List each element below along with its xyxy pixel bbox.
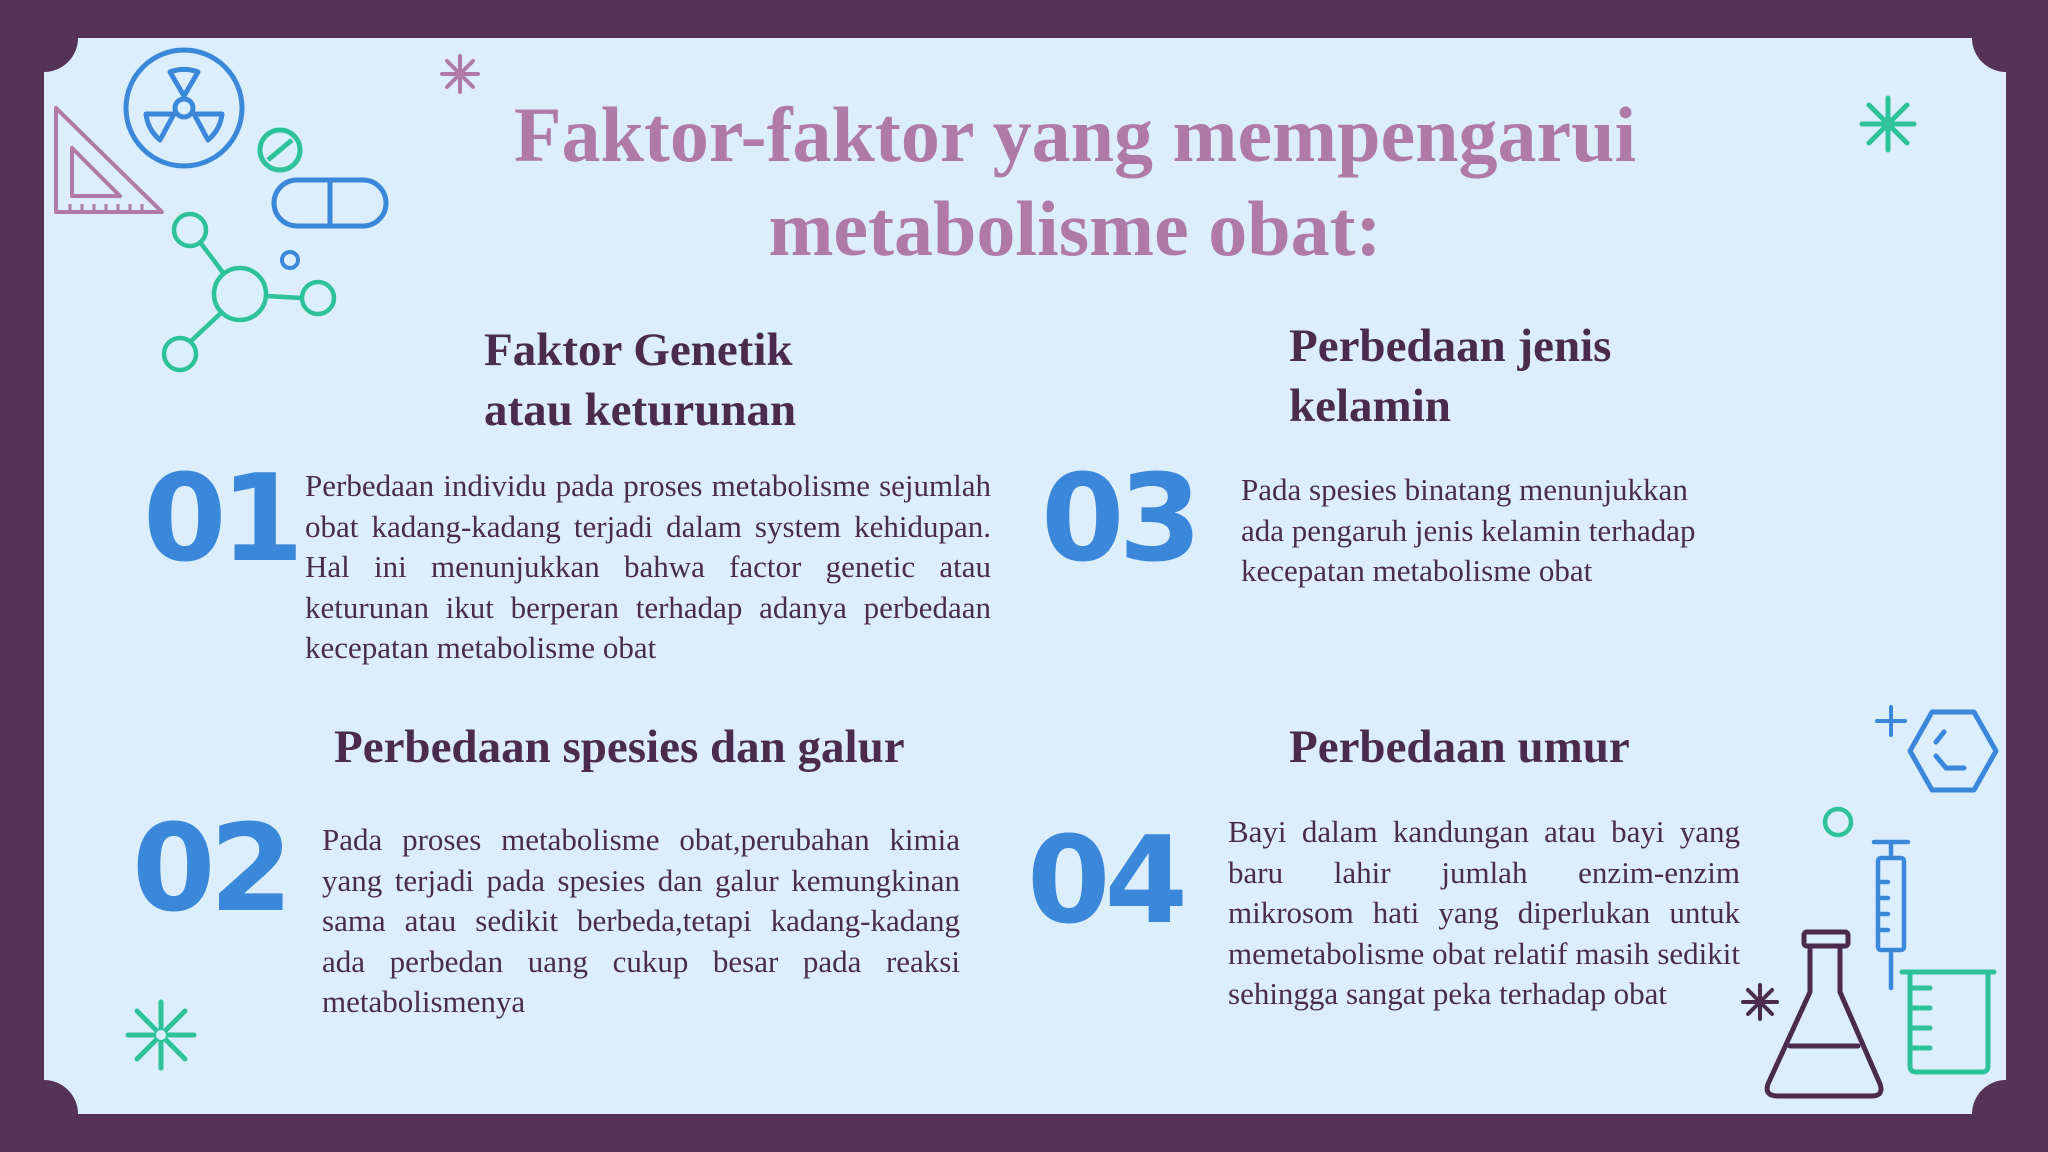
item-01-heading: Faktor Genetik atau keturunan <box>484 324 797 436</box>
item-03-text: Pada spesies binatang menunjukkan ada pengaruh jenis kelamin terhadap kecepatan metabolisme obat <box>1241 472 1696 588</box>
sparkle-icon <box>124 998 198 1072</box>
slide-title-line: metabolisme obat: <box>768 185 1382 272</box>
hexagon-icon <box>1906 708 2000 794</box>
item-04-number: 04 <box>1027 812 1182 951</box>
slide-title <box>420 88 1730 276</box>
item-02-heading: Perbedaan spesies dan galur <box>334 721 905 773</box>
bubble-icon <box>1820 804 1856 840</box>
item-04-heading: Perbedaan umur <box>1289 721 1630 773</box>
card-corner-notch <box>1972 4 2040 72</box>
sparkle-icon <box>1858 94 1918 154</box>
molecule-icon <box>160 204 350 384</box>
sparkle-icon <box>1740 982 1780 1022</box>
slide-title-line: Faktor-faktor yang mempengarui <box>513 91 1637 178</box>
item-02-number: 02 <box>132 800 287 939</box>
item-01-text: Perbedaan individu pada proses metabolisme sejumlah obat kadang-kadang terjadi dalam system kehidupan. Hal ini menunjukkan bahwa factor genetic atau keturunan ikut berperan terhadap adanya perbedaan kecepatan metabolisme obat <box>305 468 991 665</box>
item-01-number: 01 <box>143 450 298 589</box>
item-03-heading: Perbedaan jenis kelamin <box>1289 320 1612 432</box>
card-corner-notch <box>1972 1080 2040 1148</box>
set-square-icon <box>50 100 170 220</box>
item-03-number: 03 <box>1041 450 1196 589</box>
item-02-text: Pada proses metabolisme obat,perubahan kimia yang terjadi pada spesies dan galur kemungkinan sama atau sedikit berbeda,tetapi kadang-kadang ada perbedan uang cukup besar pada reaksi metabolismenya <box>322 822 960 1019</box>
sparkle-icon <box>438 52 482 96</box>
item-04-text: Bayi dalam kandungan atau bayi yang baru lahir jumlah enzim-enzim mikrosom hati yang diperlukan untuk memetabolisme obat relatif masih sedikit sehingga sangat peka terhadap obat <box>1228 814 1740 1011</box>
plus-icon <box>1874 704 1908 738</box>
card-corner-notch <box>10 4 78 72</box>
beaker-icon <box>1896 966 2002 1078</box>
card-corner-notch <box>10 1080 78 1148</box>
